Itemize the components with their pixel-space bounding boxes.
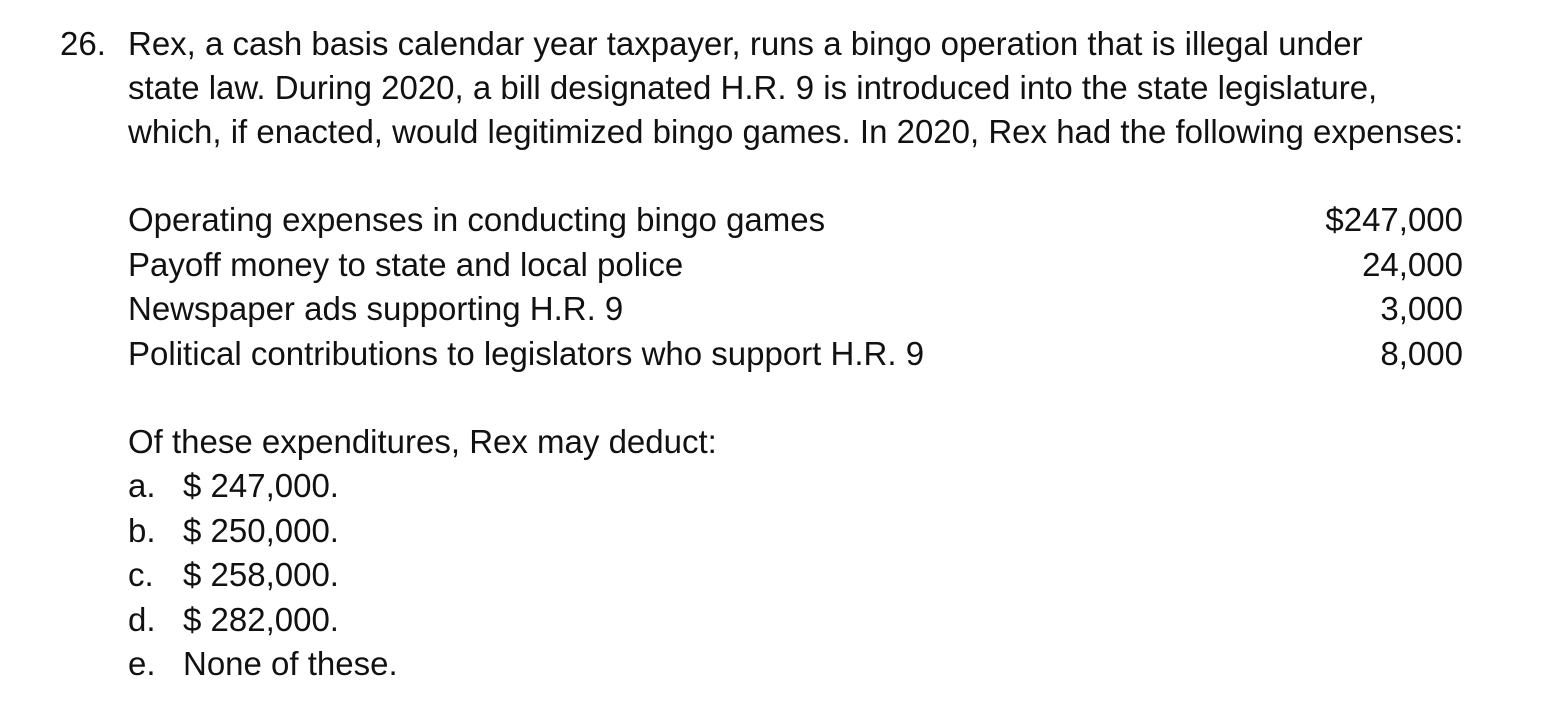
option-text: $ 250,000. [183, 511, 339, 549]
option-letter: c. [128, 556, 154, 593]
expense-amount: 3,000 [1380, 290, 1463, 327]
option-letter: b. [128, 511, 156, 549]
expense-amount: $247,000 [1325, 201, 1463, 238]
expense-amount: 8,000 [1380, 334, 1463, 372]
stem-line: state law. During 2020, a bill designated H.R. 9 is introduced into the state legislature, [128, 69, 1378, 106]
expense-row [128, 243, 1463, 288]
question-number: 26. [60, 25, 106, 62]
expense-label: Political contributions to legislators who support H.R. 9 [128, 334, 925, 372]
option-text: $ 247,000. [183, 467, 339, 504]
question-prompt: Of these expenditures, Rex may deduct: [128, 423, 717, 460]
expense-label: Operating expenses in conducting bingo games [128, 201, 826, 238]
stem-line: Rex, a cash basis calendar year taxpayer, runs a bingo operation that is illegal under [128, 25, 1363, 62]
option-letter: d. [128, 600, 156, 638]
question-stem [128, 22, 1488, 154]
expense-table [128, 198, 1463, 376]
expense-label: Payoff money to state and local police [128, 245, 684, 283]
expense-amount: 24,000 [1362, 245, 1463, 283]
option-text: None of these. [183, 645, 398, 682]
option-letter: a. [128, 467, 156, 504]
expense-row [128, 198, 1463, 243]
option-letter: e. [128, 645, 156, 682]
option-text: $ 282,000. [183, 600, 339, 638]
expense-row [128, 332, 1463, 377]
stem-line: which, if enacted, would legitimized bingo games. In 2020, Rex had the following expenses: [128, 113, 1464, 150]
expense-label: Newspaper ads supporting H.R. 9 [128, 290, 624, 327]
option-text: $ 258,000. [183, 556, 339, 593]
expense-row [128, 287, 1463, 332]
